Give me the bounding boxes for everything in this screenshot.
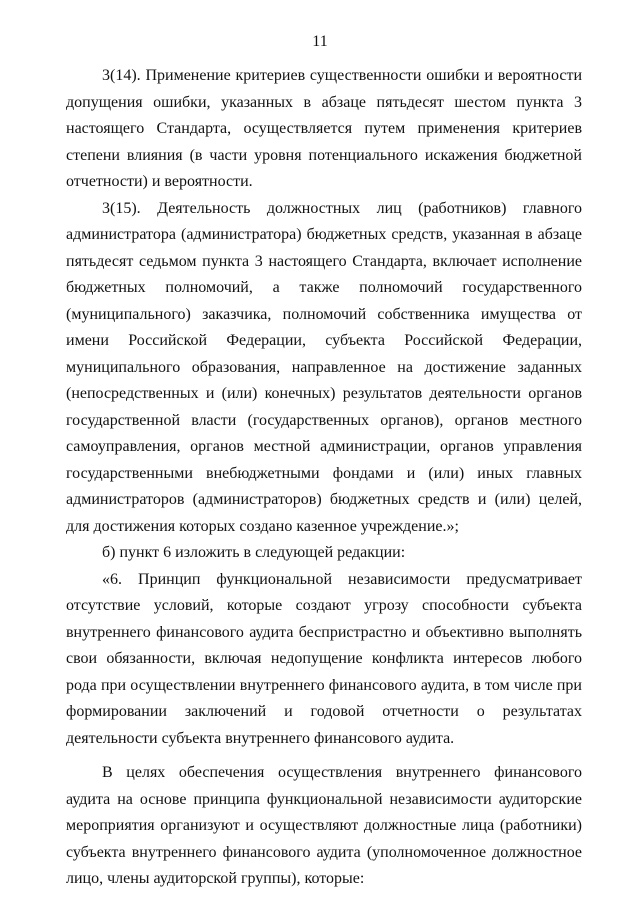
document-body bbox=[66, 63, 582, 893]
paragraph-3-15: 3(15). Деятельность должностных лиц (работников) главного администратора (администратора) бюджетных средств, указанная в абзаце пятьдесят седьмом пункта 3 настоящего Стандарта, включает исполнение бюджетных полномочий, а также полномочий государственного (муниципального) заказчика, полномочий собственника имущества от имени Российской Федерации, субъекта Российской Федерации, муниципального образования, направленное на достижение заданных (непосредственных и (или) конечных) результатов деятельности органов государственной власти (государственных органов), органов местного самоуправления, органов местной администрации, органов управления государственными внебюджетными фондами и (или) иных главных администраторов (администраторов) бюджетных средств и (или) целей, для достижения которых создано казенное учреждение.»; bbox=[66, 199, 582, 535]
paragraph-item-b: б) пункт 6 изложить в следующей редакции: bbox=[102, 544, 406, 561]
page-number: 11 bbox=[312, 33, 328, 50]
paragraph-audit-purposes: В целях обеспечения осуществления внутреннего финансового аудита на основе принципа функциональной независимости аудиторские мероприятия организуют и осуществляют должностные лица (работники) субъекта внутреннего финансового аудита (уполномоченное должностное лицо, члены аудиторской группы), которые: bbox=[66, 764, 582, 887]
paragraph-6: «6. Принцип функциональной независимости предусматривает отсутствие условий, которые создают угрозу способности субъекта внутреннего финансового аудита беспристрастно и объективно выполнять свои обязанности, включая недопущение конфликта интересов любого рода при осуществлении внутреннего финансового аудита, в том числе при формировании заключений и годовой отчетности о результатах деятельности субъекта внутреннего финансового аудита. bbox=[66, 570, 582, 747]
paragraph-3-14: 3(14). Применение критериев существенности ошибки и вероятности допущения ошибки, указанных в абзаце пятьдесят шестом пункта 3 настоящего Стандарта, осуществляется путем применения критериев степени влияния (в части уровня потенциального искажения бюджетной отчетности) и вероятности. bbox=[66, 67, 582, 190]
